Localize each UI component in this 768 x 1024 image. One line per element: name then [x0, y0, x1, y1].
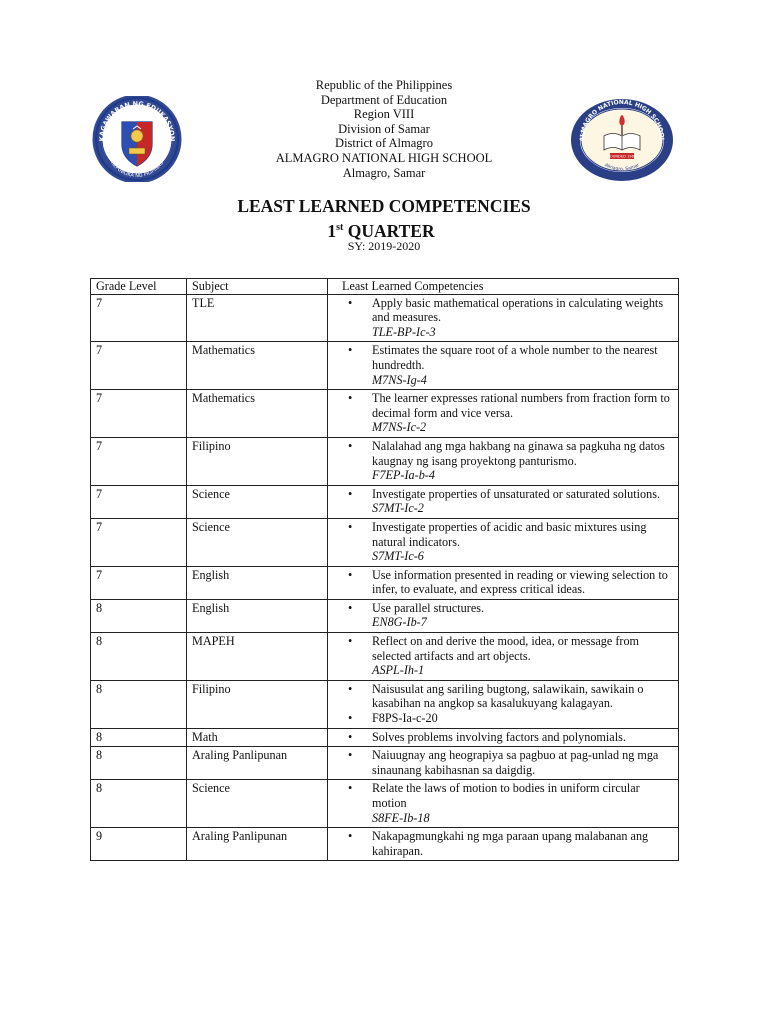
- grade-level-cell: 8: [91, 747, 187, 780]
- competency-list: [328, 601, 673, 616]
- bullet-icon: •: [348, 343, 353, 358]
- header-school-name: ALMAGRO NATIONAL HIGH SCHOOL: [275, 150, 493, 165]
- school-founded-text: FOUNDED 1968: [607, 154, 637, 159]
- subject-cell: English: [187, 599, 328, 632]
- header-grade-level: Grade Level: [91, 279, 187, 295]
- competency-item: [328, 682, 673, 711]
- bullet-icon: •: [348, 391, 353, 406]
- subject-cell: English: [187, 566, 328, 599]
- table-row: [91, 294, 679, 342]
- subject-cell: TLE: [187, 294, 328, 342]
- competency-text: Naiuugnay ang heograpiya sa pagbuo at pag-unlad ng mga sinaunang kabihasnan sa daigdig.: [372, 748, 659, 777]
- subject-cell: Math: [187, 728, 328, 747]
- competency-cell: [328, 633, 679, 681]
- table-row: [91, 485, 679, 518]
- competency-code: M7NS-Ig-4: [372, 372, 427, 387]
- bullet-icon: •: [348, 781, 353, 796]
- grade-level-cell: 8: [91, 633, 187, 681]
- bullet-icon: •: [348, 681, 353, 696]
- competency-text: Naisusulat ang sariling bugtong, salawikain, sawikain o kasabihan na angkop sa kasalukuyang kalagayan.: [372, 681, 644, 711]
- bullet-icon: •: [348, 438, 353, 453]
- competency-code: S7MT-Ic-6: [372, 549, 424, 564]
- subject-cell: Araling Panlipunan: [187, 747, 328, 780]
- table-row: [91, 680, 679, 728]
- competency-cell: [328, 518, 679, 566]
- competency-item: [328, 730, 673, 745]
- header-line-division: Division of Samar: [338, 121, 430, 136]
- competency-cell: [328, 342, 679, 390]
- competency-cell: [328, 680, 679, 728]
- competency-item: [328, 391, 673, 420]
- table-row: [91, 390, 679, 438]
- competency-text: Estimates the square root of a whole number to the nearest hundredth.: [372, 343, 658, 372]
- competency-cell: [328, 780, 679, 828]
- grade-level-cell: 7: [91, 566, 187, 599]
- table-row: [91, 437, 679, 485]
- competency-list: [328, 520, 673, 549]
- competency-text: The learner expresses rational numbers from fraction form to decimal form and vice versa.: [372, 391, 670, 420]
- competency-item: [328, 487, 673, 502]
- deped-ring-top-text: KAGAWARAN NG EDUKASYON: [97, 99, 177, 142]
- competency-list: [328, 748, 673, 777]
- competency-cell: [328, 390, 679, 438]
- subject-cell: Science: [187, 485, 328, 518]
- competency-cell: [328, 294, 679, 342]
- grade-level-cell: 7: [91, 485, 187, 518]
- header-line-department: Department of Education: [320, 92, 448, 107]
- table-row: [91, 780, 679, 828]
- subject-cell: Filipino: [187, 437, 328, 485]
- deped-seal-logo: [92, 96, 182, 182]
- header-subject: Subject: [187, 279, 328, 295]
- competency-cell: [328, 566, 679, 599]
- bullet-icon: •: [348, 829, 353, 844]
- competency-list: [328, 296, 673, 325]
- competency-text: Apply basic mathematical operations in calculating weights and measures.: [372, 295, 664, 325]
- grade-level-cell: 7: [91, 437, 187, 485]
- subject-cell: Science: [187, 518, 328, 566]
- competency-code: F7EP-Ia-b-4: [372, 468, 435, 483]
- competency-item: [328, 439, 673, 468]
- subject-cell: Science: [187, 780, 328, 828]
- competency-list: [328, 343, 673, 372]
- competency-list: [328, 829, 673, 858]
- school-ring-bottom-text: Almagro, Samar: [603, 163, 641, 173]
- grade-level-cell: 7: [91, 390, 187, 438]
- school-year: SY: 2019-2020: [347, 239, 421, 253]
- header-line-republic: Republic of the Philippines: [315, 78, 453, 92]
- competency-item: [328, 296, 673, 325]
- bullet-icon: •: [348, 600, 353, 615]
- competency-cell: [328, 828, 679, 861]
- letterhead: [184, 78, 584, 180]
- table-row: [91, 728, 679, 747]
- competency-list: [328, 439, 673, 468]
- document-title: [0, 196, 768, 242]
- competency-item: [328, 829, 673, 858]
- competency-item: [328, 520, 673, 549]
- deped-ring-bottom-text: REPUBLIKA NG PILIPINAS: [109, 160, 165, 180]
- competency-list: [328, 781, 673, 810]
- competency-item: [328, 634, 673, 663]
- subject-cell: Mathematics: [187, 390, 328, 438]
- competency-code: EN8G-Ib-7: [372, 615, 427, 630]
- table-row: [91, 518, 679, 566]
- bullet-icon: •: [348, 729, 353, 744]
- subject-cell: Filipino: [187, 680, 328, 728]
- bullet-icon: •: [348, 486, 353, 501]
- competency-cell: [328, 437, 679, 485]
- competency-cell: [328, 599, 679, 632]
- table-row: [91, 566, 679, 599]
- bullet-icon: •: [348, 295, 353, 310]
- header-line-region: Region VIII: [353, 107, 415, 122]
- header-address: Almagro, Samar: [342, 165, 426, 180]
- competency-text: Nakapagmungkahi ng mga paraan upang malabanan ang kahirapan.: [372, 829, 649, 858]
- grade-level-cell: 7: [91, 518, 187, 566]
- competency-list: [328, 568, 673, 597]
- competency-text: Relate the laws of motion to bodies in uniform circular motion: [372, 781, 640, 810]
- competency-text: Investigate properties of unsaturated or saturated solutions.: [372, 486, 661, 501]
- grade-level-cell: 9: [91, 828, 187, 861]
- bullet-icon: •: [348, 567, 353, 582]
- competency-text: F8PS-Ia-c-20: [372, 711, 438, 726]
- school-seal-logo: [570, 98, 674, 182]
- table-header-row: [91, 279, 679, 295]
- competency-list: [328, 682, 673, 726]
- competency-list: [328, 730, 673, 745]
- competency-code: TLE-BP-Ic-3: [372, 324, 436, 339]
- header-competencies: Least Learned Competencies: [328, 279, 679, 295]
- grade-level-cell: 8: [91, 780, 187, 828]
- quarter-word: QUARTER: [347, 220, 435, 241]
- competency-item: [328, 781, 673, 810]
- bullet-icon: •: [348, 748, 353, 763]
- grade-level-cell: 8: [91, 680, 187, 728]
- competency-list: [328, 487, 673, 502]
- competency-cell: [328, 747, 679, 780]
- table-row: [91, 633, 679, 681]
- header-line-district: District of Almagro: [335, 136, 433, 151]
- competency-item: [328, 343, 673, 372]
- competency-item: [328, 711, 673, 726]
- table-row: [91, 828, 679, 861]
- competency-code: ASPL-Ih-1: [372, 663, 425, 678]
- competency-code: M7NS-Ic-2: [372, 420, 427, 435]
- table-row: [91, 342, 679, 390]
- bullet-icon: •: [348, 519, 353, 534]
- school-ring-text: ALMAGRO NATIONAL HIGH SCHOOL: [578, 98, 666, 142]
- grade-level-cell: 8: [91, 599, 187, 632]
- bullet-icon: •: [348, 711, 353, 726]
- competency-cell: [328, 728, 679, 747]
- subject-cell: Araling Panlipunan: [187, 828, 328, 861]
- competency-text: Use information presented in reading or viewing selection to infer, to evaluate, and express critical ideas.: [372, 567, 668, 597]
- competency-text: Use parallel structures.: [372, 600, 485, 615]
- grade-level-cell: 7: [91, 294, 187, 342]
- competency-item: [328, 748, 673, 777]
- competency-list: [328, 391, 673, 420]
- competency-code: S8FE-Ib-18: [372, 810, 430, 825]
- competency-item: [328, 568, 673, 597]
- title-main: LEAST LEARNED COMPETENCIES: [237, 196, 531, 216]
- table-row: [91, 747, 679, 780]
- competency-text: Reflect on and derive the mood, idea, or message from selected artifacts and art objects.: [372, 634, 640, 663]
- quarter-number: 1: [327, 220, 337, 241]
- competency-code: S7MT-Ic-2: [372, 501, 424, 516]
- subject-cell: Mathematics: [187, 342, 328, 390]
- bullet-icon: •: [348, 634, 353, 649]
- competency-text: Nalalahad ang mga hakbang na ginawa sa pagkuha ng datos kaugnay ng isang proyektong panturismo.: [372, 438, 665, 468]
- grade-level-cell: 7: [91, 342, 187, 390]
- competency-text: Investigate properties of acidic and basic mixtures using natural indicators.: [372, 519, 647, 549]
- competency-item: [328, 601, 673, 616]
- table-row: [91, 599, 679, 632]
- quarter-ordinal: st: [336, 222, 344, 233]
- competency-cell: [328, 485, 679, 518]
- competencies-table: [90, 278, 679, 861]
- grade-level-cell: 8: [91, 728, 187, 747]
- competency-text: Solves problems involving factors and polynomials.: [372, 729, 626, 744]
- subject-cell: MAPEH: [187, 633, 328, 681]
- competency-list: [328, 634, 673, 663]
